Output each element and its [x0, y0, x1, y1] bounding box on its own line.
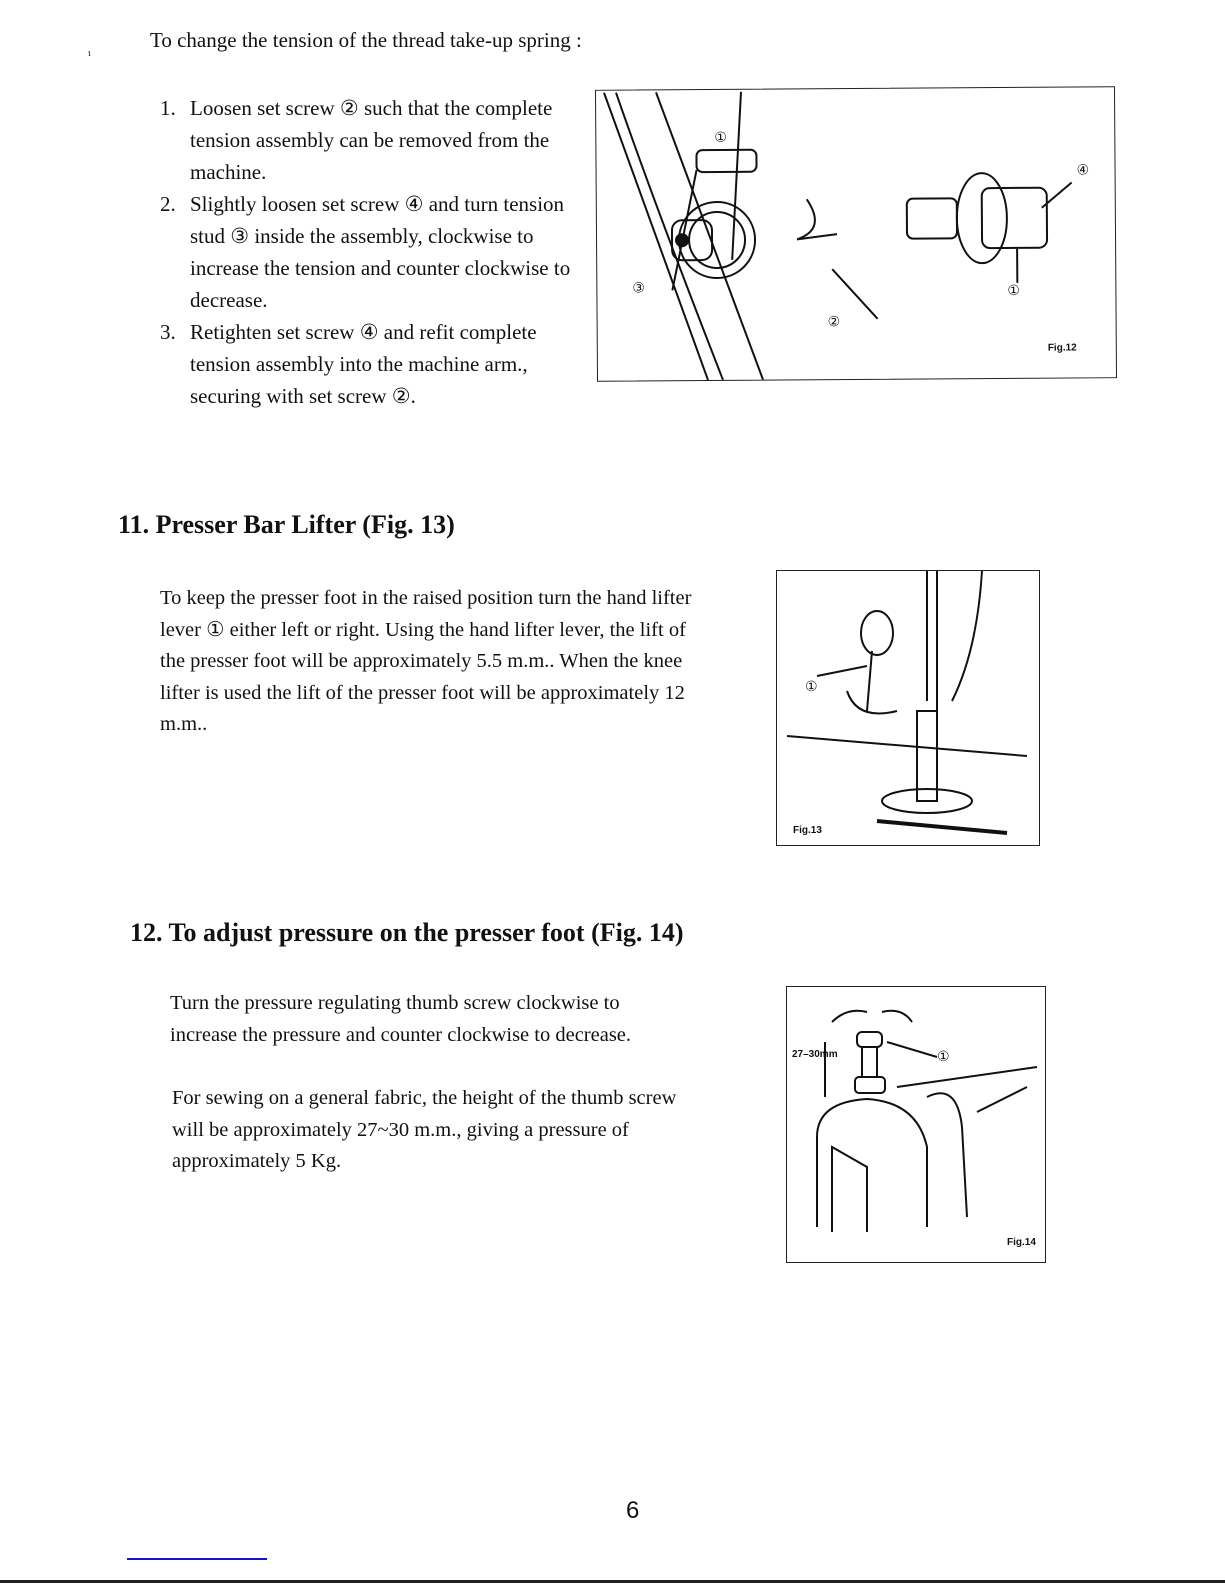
callout-2: ② — [827, 315, 841, 331]
figure-label: Fig.12 — [1047, 342, 1077, 354]
step-text: Slightly loosen set screw ④ and turn tension stud ③ inside the assembly, clockwise to increase the tension and counter clockwise to decrease. — [190, 192, 571, 312]
figure-14 — [786, 986, 1046, 1263]
page-bottom-border — [0, 1580, 1225, 1583]
section-11-heading: 11. Presser Bar Lifter (Fig. 13) — [118, 510, 455, 539]
callout-1: ① — [805, 680, 818, 695]
section-12-body-2: For sewing on a general fabric, the height of the thumb screw will be approximately 27~30 m.m., giving a pressure of approximately 5 Kg. — [172, 1087, 677, 1172]
callout-3: ③ — [632, 281, 645, 297]
figure-13 — [776, 570, 1040, 846]
figure-label: Fig.14 — [1007, 1237, 1036, 1248]
section-12-body-1: Turn the pressure regulating thumb screw clockwise to increase the pressure and counter clockwise to decrease. — [170, 992, 632, 1046]
callout-4: ④ — [1076, 163, 1090, 179]
step-3 — [160, 316, 580, 412]
section-12-heading: 12. To adjust pressure on the presser foot (Fig. 14) — [130, 918, 684, 947]
dimension-label: 27–30mm — [792, 1049, 838, 1060]
step-1 — [160, 92, 580, 188]
figure-12 — [595, 86, 1117, 382]
callout-1b: ① — [1007, 283, 1021, 299]
scan-mark: ι — [88, 48, 91, 59]
callout-1: ① — [714, 130, 727, 146]
page-number: 6 — [626, 1497, 640, 1524]
intro-text: To change the tension of the thread take-up spring : — [150, 28, 582, 52]
step-text: Loosen set screw ② such that the complete tension assembly can be removed from the machine. — [190, 96, 553, 184]
step-number: 3. — [160, 320, 176, 344]
step-text: Retighten set screw ④ and refit complete tension assembly into the machine arm., securing with set screw ②. — [190, 320, 537, 408]
step-number: 1. — [160, 96, 176, 120]
tension-assembly-illustration — [596, 87, 1116, 381]
link-underline — [127, 1558, 267, 1560]
steps-list — [160, 92, 580, 412]
pressure-screw-illustration — [787, 987, 1045, 1262]
callout-1: ① — [937, 1050, 950, 1065]
step-number: 2. — [160, 192, 176, 216]
figure-label: Fig.13 — [793, 825, 822, 836]
section-11-body: To keep the presser foot in the raised position turn the hand lifter lever ① either left or right. Using the hand lifter lever, the lift of the presser foot will be approximately 5.5 m.m.. When the knee lifter is used the lift of the presser foot will be approximately 12 m.m.. — [160, 587, 692, 735]
presser-bar-lifter-illustration — [777, 571, 1039, 845]
step-2 — [160, 188, 580, 316]
